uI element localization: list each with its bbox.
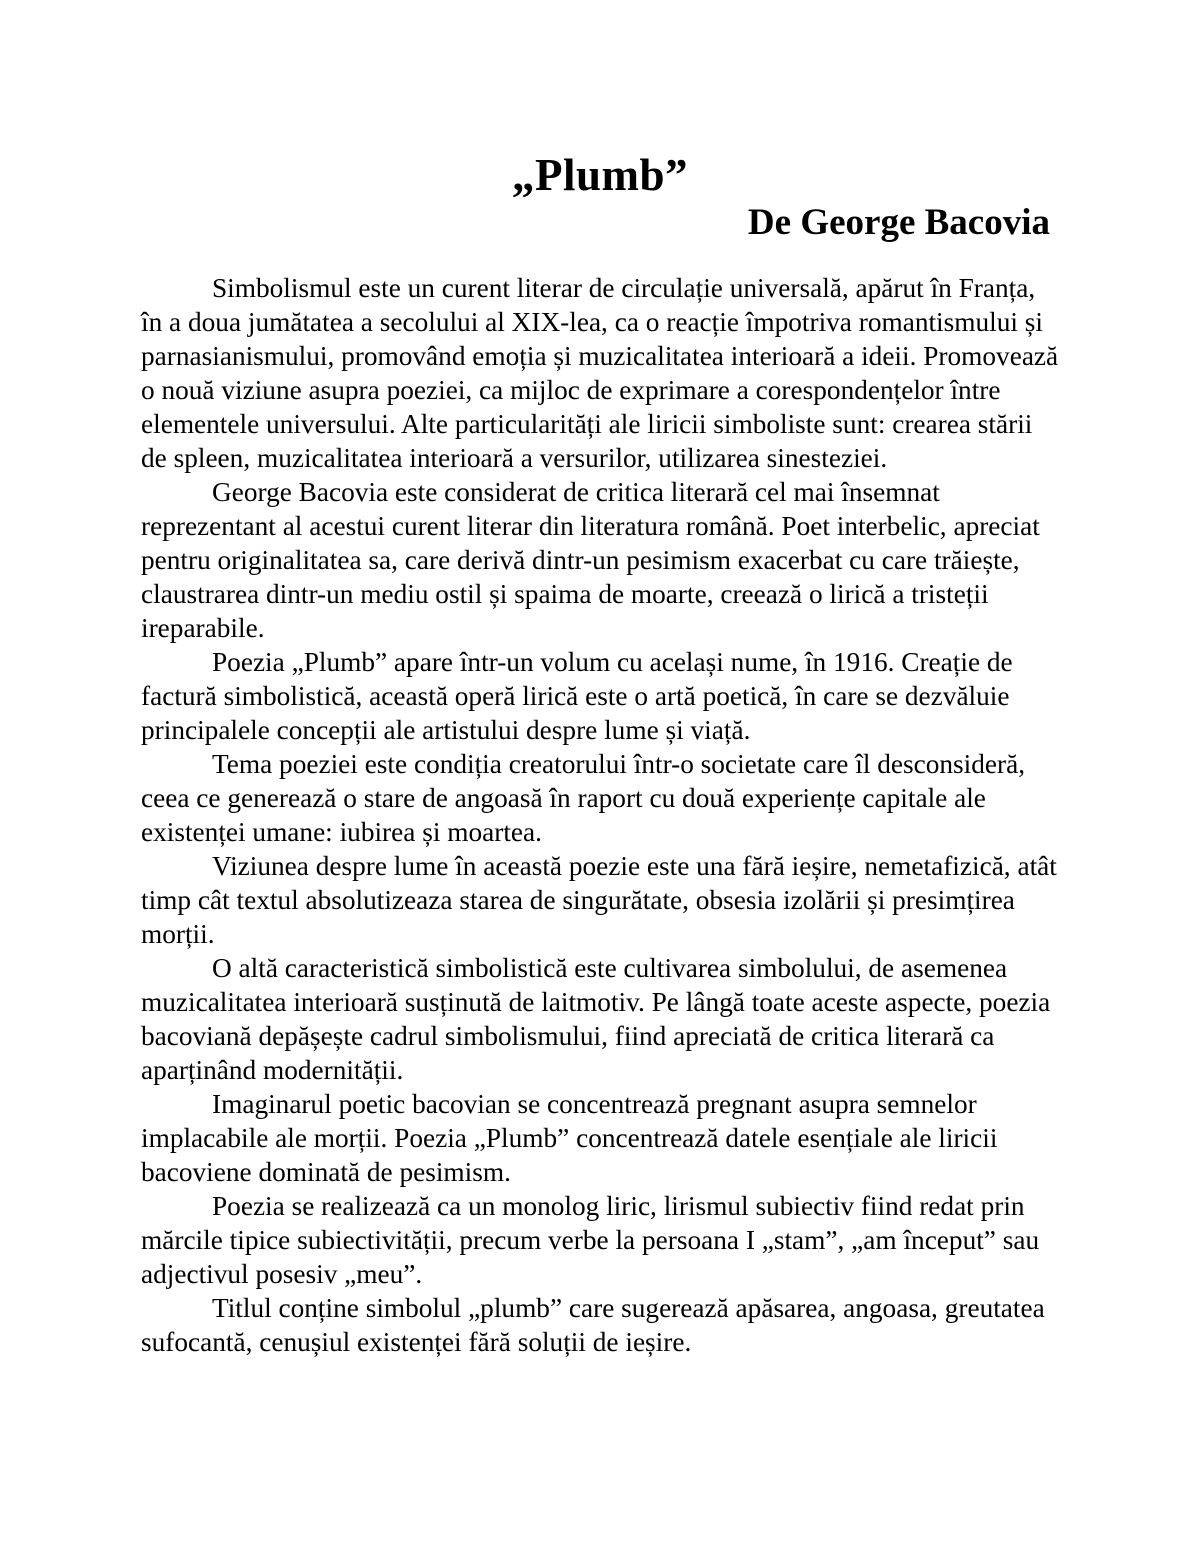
- paragraph: O altă caracteristică simbolistică este cultivarea simbolului, de asemenea muzicalitatea interioară susținută de laitmotiv. Pe lângă toate aceste aspecte, poezia bacoviană depășește cadrul simbolismului, fiind apreciată de critica literară ca aparținând modernității.: [141, 953, 1051, 1085]
- paragraph: George Bacovia este considerat de critica literară cel mai însemnat reprezentant al acestui curent literar din literatura română. Poet interbelic, apreciat pentru originalitatea sa, care derivă dintr-un pesimism exacerbat cu care trăiește, claustrarea dintr-un mediu ostil și spaima de moarte, creează o lirică a tristeții ireparabile.: [141, 477, 1040, 643]
- document-author: De George Bacovia: [747, 202, 1050, 243]
- paragraph: Simbolismul este un curent literar de circulație universală, apărut în Franța, în a doua jumătatea a secolului al XIX-lea, ca o reacție împotriva romantismului și parnasianismului, promovând emoția și muzicalitatea interioară a ideii. Promovează o nouă viziune asupra poeziei, ca mijloc de exprimare a corespondențelor între elementele universului. Alte particularități ale liricii simboliste sunt: crearea stării de spleen, muzicalitatea interioară a versurilor, utilizarea sinesteziei.: [141, 273, 1059, 473]
- paragraph: Titlul conține simbolul „plumb” care sugerează apăsarea, angoasa, greutatea sufocantă, cenușiul existenței fără soluții de ieșire.: [141, 1293, 1045, 1357]
- paragraph: Tema poeziei este condiția creatorului într-o societate care îl desconsideră, ceea ce generează o stare de angoasă în raport cu două experiențe capitale ale existenței umane: iubirea și moartea.: [141, 749, 1026, 847]
- document-body: [141, 271, 1061, 1359]
- paragraph: Poezia „Plumb” apare într-un volum cu același nume, în 1916. Creație de factură simbolistică, această operă lirică este o artă poetică, în care se dezvăluie principalele concepții ale artistului despre lume și viață.: [141, 647, 1013, 745]
- paragraph: Viziunea despre lume în această poezie este una fără ieșire, nemetafizică, atât timp cât textul absolutizeaza starea de singurătate, obsesia izolării și presimțirea morții.: [141, 851, 1057, 949]
- document-title: „Plumb”: [511, 150, 689, 200]
- paragraph: Imaginarul poetic bacovian se concentrează pregnant asupra semnelor implacabile ale morții. Poezia „Plumb” concentrează datele esențiale ale liricii bacoviene dominată de pesimism.: [141, 1089, 998, 1187]
- paragraph: Poezia se realizează ca un monolog liric, lirismul subiectiv fiind redat prin mărcile tipice subiectivității, precum verbe la persoana I „stam”, „am început” sau adjectivul posesiv „meu”.: [141, 1191, 1040, 1289]
